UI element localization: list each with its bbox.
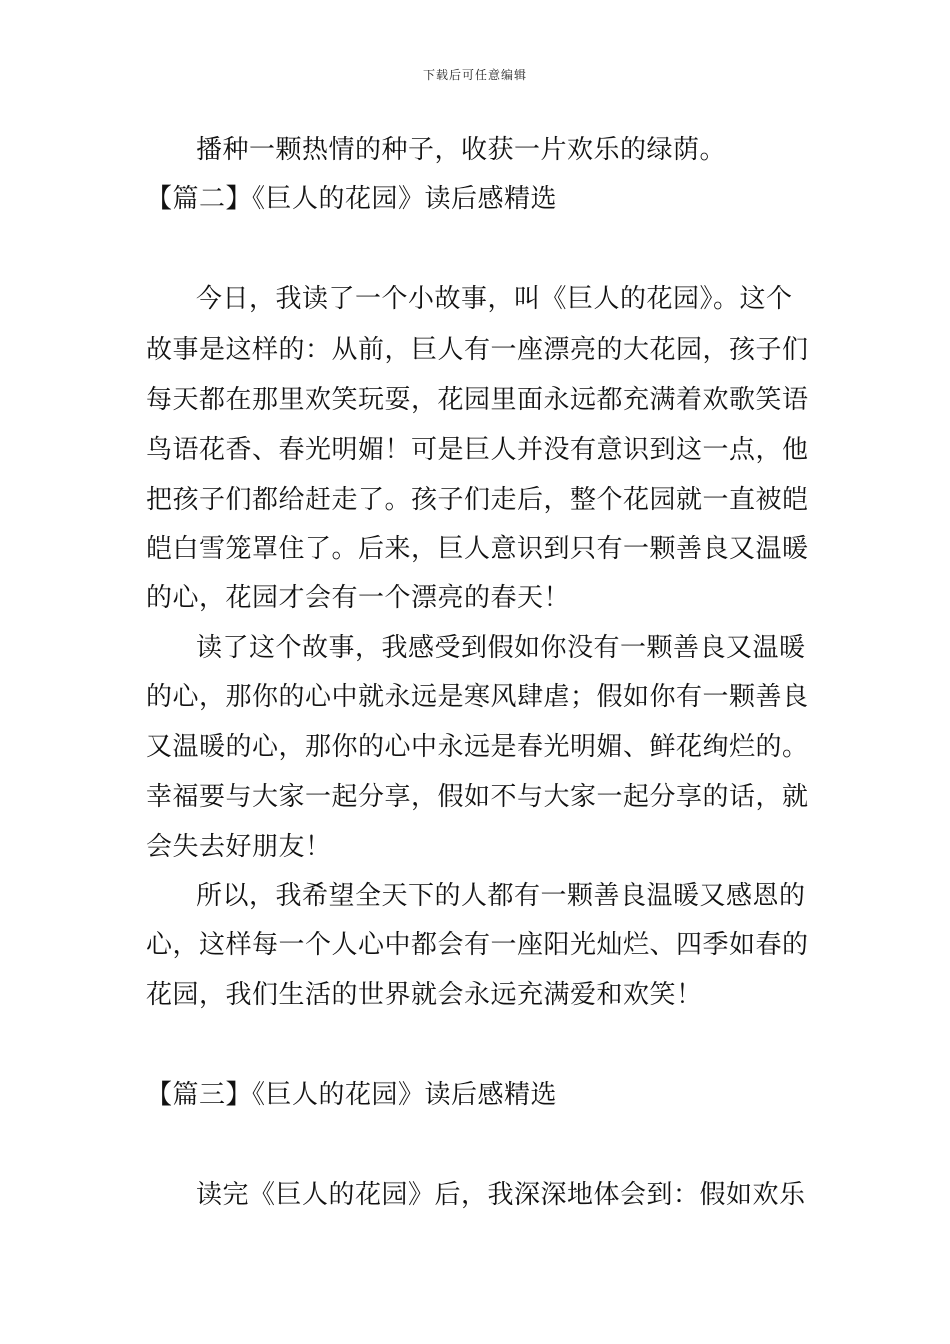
page-header: 下载后可任意编辑 (422, 68, 527, 82)
paragraph-line: 读了这个故事，我感受到假如你没有一颗善良又温暖 (196, 633, 806, 663)
paragraph-line: 播种一颗热情的种子，收获一片欢乐的绿荫。 (196, 135, 727, 165)
paragraph-line: 每天都在那里欢笑玩耍，花园里面永远都充满着欢歌笑语 (146, 385, 809, 415)
paragraph-line: 今日，我读了一个小故事，叫《巨人的花园》。这个 (196, 284, 793, 314)
paragraph-line: 故事是这样的：从前，巨人有一座漂亮的大花园，孩子们 (146, 335, 809, 365)
paragraph-line: 所以，我希望全天下的人都有一颗善良温暖又感恩的 (196, 881, 806, 911)
paragraph-line: 读完《巨人的花园》后，我深深地体会到：假如欢乐 (196, 1180, 806, 1210)
paragraph-line: 心，这样每一个人心中都会有一座阳光灿烂、四季如春的 (146, 930, 809, 960)
paragraph-line: 鸟语花香、春光明媚！可是巨人并没有意识到这一点，他 (146, 435, 809, 465)
paragraph-line: 的心，花园才会有一个漂亮的春天！ (146, 583, 571, 613)
paragraph-line: 会失去好朋友！ (146, 832, 332, 862)
paragraph-line: 幸福要与大家一起分享，假如不与大家一起分享的话，就 (146, 782, 809, 812)
paragraph-line: 的心，那你的心中就永远是寒风肆虐；假如你有一颗善良 (146, 682, 809, 712)
section-heading-3: 【篇三】《巨人的花园》读后感精选 (146, 1080, 558, 1110)
section-heading-2: 【篇二】《巨人的花园》读后感精选 (146, 184, 558, 214)
paragraph-line: 花园，我们生活的世界就会永远充满爱和欢笑！ (146, 980, 703, 1010)
paragraph-line: 皑白雪笼罩住了。后来，巨人意识到只有一颗善良又温暖 (146, 534, 809, 564)
paragraph-line: 把孩子们都给赶走了。孩子们走后，整个花园就一直被皑 (146, 485, 809, 515)
paragraph-line: 又温暖的心，那你的心中永远是春光明媚、鲜花绚烂的。 (146, 732, 809, 762)
